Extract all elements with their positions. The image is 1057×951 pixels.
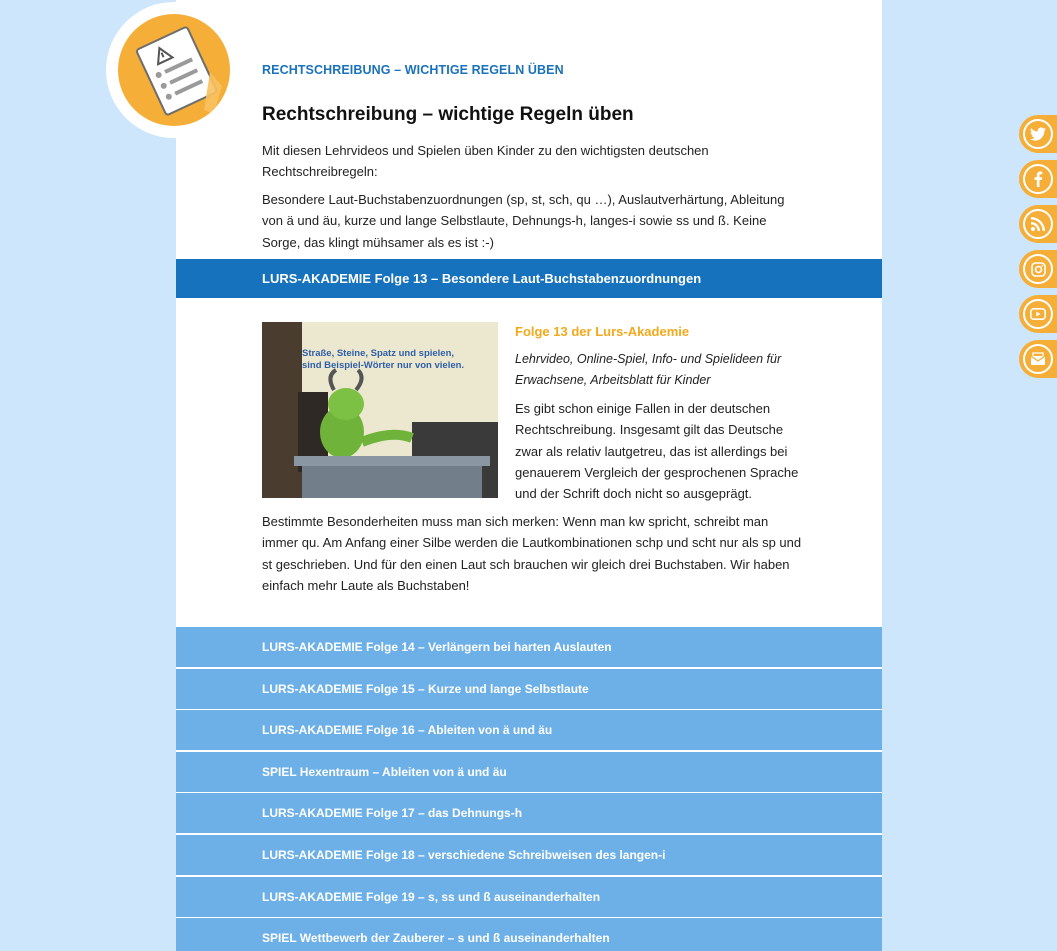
youtube-link[interactable] [1019,295,1057,333]
document-warning-icon [118,14,230,126]
accordion-header-folge-15[interactable]: LURS-AKADEMIE Folge 15 – Kurze und lange Selbstlaute [176,669,882,709]
accordion-header-folge-19[interactable]: LURS-AKADEMIE Folge 19 – s, ss und ß auseinanderhalten [176,877,882,917]
rss-icon [1023,209,1053,239]
accordion-header-folge-13[interactable]: LURS-AKADEMIE Folge 13 – Besondere Laut-Buchstabenzuordnungen [176,259,882,298]
thumbnail-caption [302,348,464,372]
breadcrumb[interactable]: RECHTSCHREIBUNG – WICHTIGE REGELN ÜBEN [262,63,564,77]
episode-title: Folge 13 der Lurs-Akademie [515,324,690,339]
facebook-icon [1023,164,1053,194]
episode-description-2: Bestimmte Besonderheiten muss man sich merken: Wenn man kw spricht, schreibt man immer qu. Am Anfang einer Silbe werden die Lautkombinationen schp und scht nur als sp und st geschrieben. Und für den einen Laut sch brauchen wir gleich drei Buchstaben. Wir haben einfach mehr Laute als Buchstaben! [262,514,802,593]
episode-description: Es gibt schon einige Fallen in der deutschen Rechtschreibung. Insgesamt gilt das Deutsche zwar als relativ lautgetreu, das ist allerdings bei genauerem Vergleich der gesprochenen Sprache und der Schrift doch nicht so ausgeprägt. [515,401,799,502]
episode-meta: Lehrvideo, Online-Spiel, Info- und Spielideen für Erwachsene, Arbeitsblatt für Kinder [515,352,782,388]
twitter-link[interactable] [1019,115,1057,153]
intro-paragraph-2: Besondere Laut-Buchstabenzuordnungen (sp, st, sch, qu …), Auslautverhärtung, Ableitung von ä und äu, kurze und lange Selbstlaute, Dehnungs-h, langes-i sowie ss und ß. Keine Sorge, das klingt mühsamer als es ist :-) [262,192,785,250]
video-thumbnail[interactable] [262,322,498,498]
main-content-card [176,0,882,951]
email-link[interactable] [1019,340,1057,378]
email-icon [1023,344,1053,374]
instagram-icon [1023,254,1053,284]
accordion-header-folge-16[interactable]: LURS-AKADEMIE Folge 16 – Ableiten von ä und äu [176,710,882,750]
facebook-link[interactable] [1019,160,1057,198]
accordion-header-spiel-wettbewerb[interactable]: SPIEL Wettbewerb der Zauberer – s und ß auseinanderhalten [176,918,882,951]
page-title: Rechtschreibung – wichtige Regeln üben [262,104,634,125]
accordion-list [176,627,882,951]
accordion-header-folge-18[interactable]: LURS-AKADEMIE Folge 18 – verschiedene Schreibweisen des langen-i [176,835,882,875]
thumbnail-caption-line-2: sind Beispiel-Wörter nur von vielen. [302,360,465,371]
youtube-icon [1023,299,1053,329]
intro-paragraph-1: Mit diesen Lehrvideos und Spielen üben Kinder zu den wichtigsten deutschen Rechtschreibregeln: [262,143,709,180]
rss-link[interactable] [1019,205,1057,243]
accordion-header-folge-14[interactable]: LURS-AKADEMIE Folge 14 – Verlängern bei harten Auslauten [176,627,882,667]
instagram-link[interactable] [1019,250,1057,288]
section-logo [106,2,242,138]
thumbnail-caption-line-1: Straße, Steine, Spatz und spielen, [302,348,455,359]
accordion-header-spiel-hexentraum[interactable]: SPIEL Hexentraum – Ableiten von ä und äu [176,752,882,792]
accordion-header-folge-17[interactable]: LURS-AKADEMIE Folge 17 – das Dehnungs-h [176,793,882,833]
twitter-icon [1023,119,1053,149]
